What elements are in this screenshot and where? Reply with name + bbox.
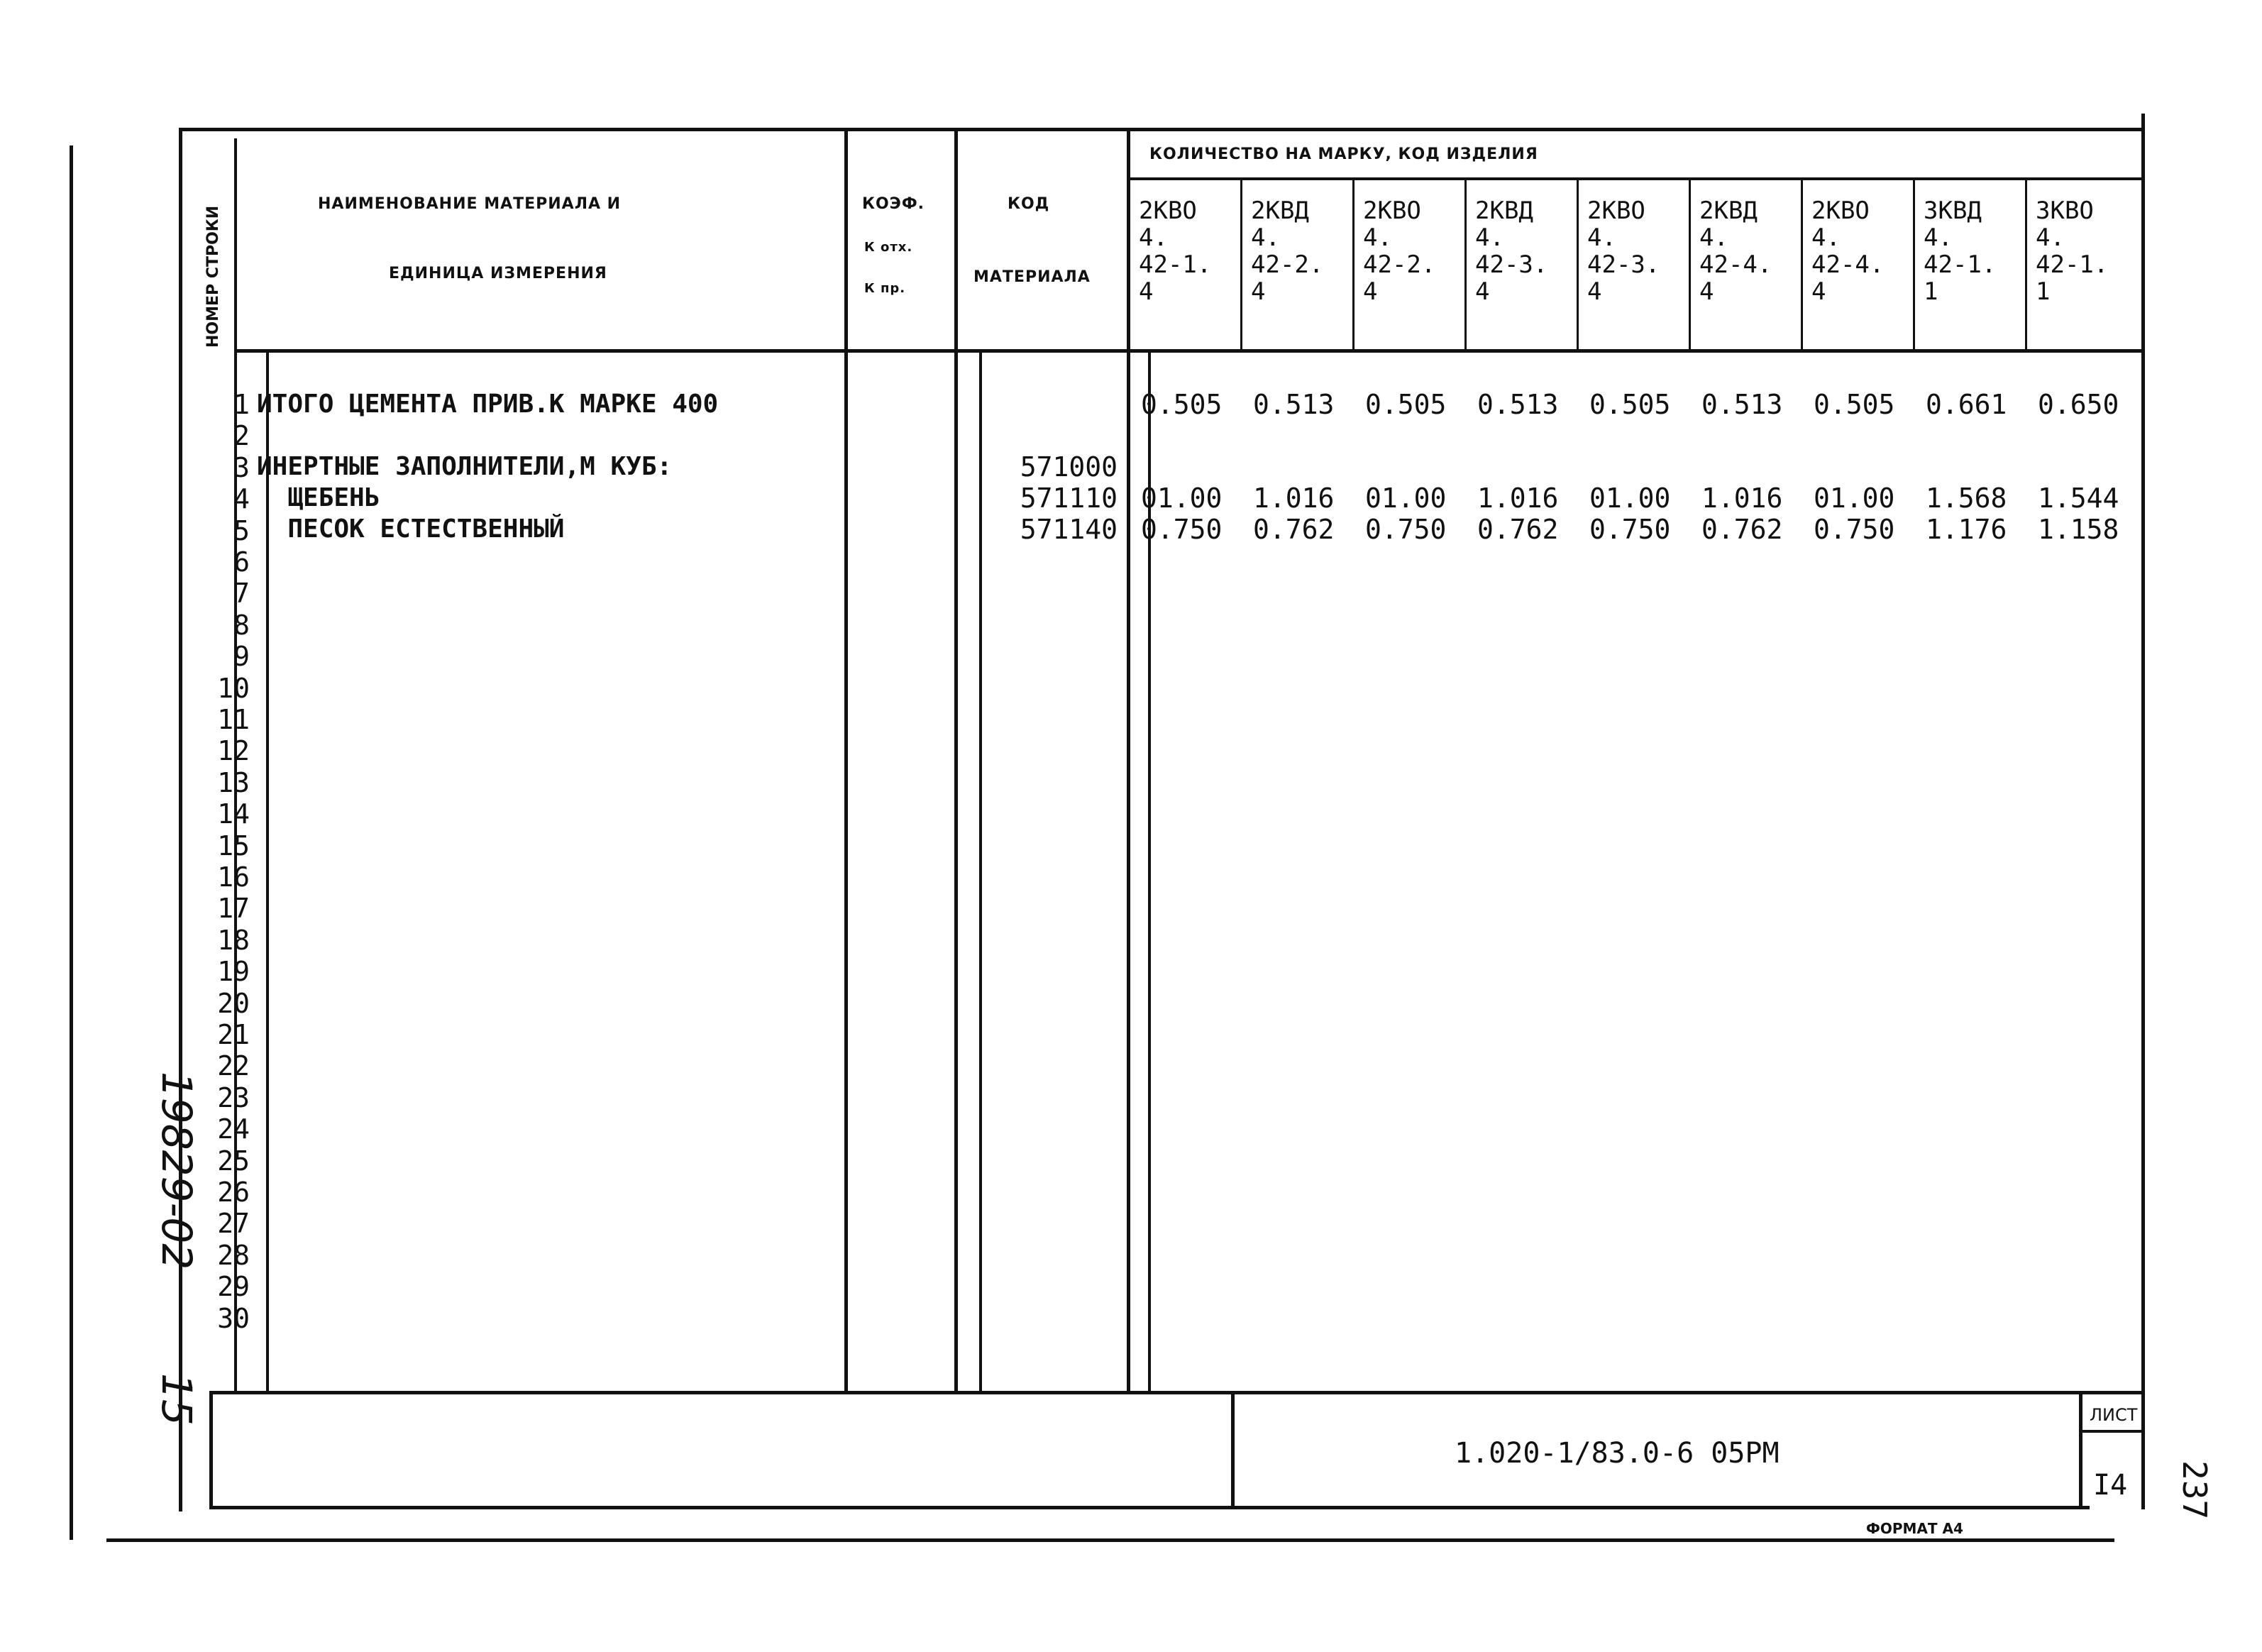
bottom-margin-line bbox=[106, 1538, 2114, 1542]
row-number: 7 bbox=[233, 578, 250, 610]
footer-top-line bbox=[209, 1391, 2143, 1394]
quantity-value: 0.661 bbox=[1926, 389, 2007, 420]
col-sep-name bbox=[844, 131, 848, 1391]
margin-note: 19829-02 bbox=[153, 1072, 201, 1270]
quantity-value: 0.505 bbox=[1365, 389, 1447, 420]
material-name: ЩЕБЕНЬ bbox=[257, 483, 380, 512]
row-number-header: НОМЕР СТРОКИ bbox=[204, 205, 222, 348]
material-code: 571110 bbox=[1020, 483, 1118, 514]
sheet-number: I4 bbox=[2093, 1469, 2128, 1502]
row-number: 4 bbox=[233, 483, 250, 515]
row-number: 13 bbox=[217, 766, 250, 798]
quantity-value: 0.505 bbox=[1141, 389, 1223, 420]
header-line-quantity bbox=[1128, 177, 2143, 180]
code-header-1: КОД bbox=[1008, 195, 1050, 213]
row-number: 17 bbox=[217, 893, 250, 925]
col-sep-code-a bbox=[979, 351, 982, 1391]
name-header-2: ЕДИНИЦА ИЗМЕРЕНИЯ bbox=[389, 265, 607, 282]
quantity-value: 0.750 bbox=[1814, 514, 1895, 545]
quantity-value: 01.00 bbox=[1141, 483, 1223, 514]
product-code: 3КВО 4. 42-1. 1 bbox=[2036, 197, 2109, 306]
row-number: 9 bbox=[233, 641, 250, 673]
row-number: 12 bbox=[217, 735, 250, 767]
row-number: 16 bbox=[217, 861, 250, 893]
quantity-value: 0.505 bbox=[1814, 389, 1895, 420]
quantity-value: 0.513 bbox=[1253, 389, 1335, 420]
page-stamp: 237 bbox=[2175, 1460, 2214, 1520]
row-number: 8 bbox=[233, 609, 250, 641]
row-number: 19 bbox=[217, 956, 250, 988]
row-number: 30 bbox=[217, 1302, 250, 1334]
table-bottom-border bbox=[209, 1506, 2090, 1509]
prod-sep-1 bbox=[1240, 179, 1242, 351]
row-number: 2 bbox=[233, 420, 250, 452]
product-code: 2КВО 4. 42-3. 4 bbox=[1587, 197, 1660, 306]
row-number: 21 bbox=[217, 1019, 250, 1050]
footer-sheet-mid bbox=[2080, 1430, 2144, 1433]
quantity-value: 0.762 bbox=[1477, 514, 1559, 545]
coef-header-3: К пр. bbox=[864, 281, 906, 296]
col-sep-coef bbox=[954, 131, 958, 1391]
row-number: 11 bbox=[217, 704, 250, 735]
product-code: 3КВД 4. 42-1. 1 bbox=[1924, 197, 1997, 306]
sheet-label: ЛИСТ bbox=[2090, 1405, 2138, 1425]
prod-sep-8 bbox=[2025, 179, 2027, 351]
margin-note-2: 15 bbox=[153, 1373, 201, 1426]
quantity-value: 0.762 bbox=[1253, 514, 1335, 545]
row-number: 1 bbox=[233, 389, 250, 420]
col-sep-code bbox=[1127, 131, 1130, 1391]
row-number: 10 bbox=[217, 672, 250, 704]
material-name: ИНЕРТНЫЕ ЗАПОЛНИТЕЛИ,М КУБ: bbox=[257, 452, 673, 481]
product-code: 2КВО 4. 42-4. 4 bbox=[1811, 197, 1885, 306]
table-top-border bbox=[179, 128, 2144, 131]
header-bottom-line bbox=[234, 349, 2143, 353]
quantity-header: КОЛИЧЕСТВО НА МАРКУ, КОД ИЗДЕЛИЯ bbox=[1149, 145, 1538, 163]
quantity-value: 1.158 bbox=[2038, 514, 2119, 545]
material-name: ПЕСОК ЕСТЕСТВЕННЫЙ bbox=[257, 514, 565, 544]
table-left-border bbox=[179, 128, 182, 1511]
prod-sep-7 bbox=[1913, 179, 1915, 351]
document-code: 1.020-1/83.0-6 05РМ bbox=[1455, 1437, 1780, 1470]
quantity-value: 0.505 bbox=[1589, 389, 1671, 420]
row-number: 28 bbox=[217, 1239, 250, 1271]
quantity-value: 1.568 bbox=[1926, 483, 2007, 514]
quantity-value: 01.00 bbox=[1365, 483, 1447, 514]
prod-sep-2 bbox=[1352, 179, 1355, 351]
coef-header-1: КОЭФ. bbox=[862, 195, 925, 213]
row-number: 26 bbox=[217, 1177, 250, 1208]
footer-sheet-left bbox=[2079, 1392, 2082, 1509]
quantity-value: 1.544 bbox=[2038, 483, 2119, 514]
row-number: 22 bbox=[217, 1050, 250, 1082]
name-header-1: НАИМЕНОВАНИЕ МАТЕРИАЛА И bbox=[318, 195, 622, 213]
row-number: 20 bbox=[217, 987, 250, 1019]
quantity-value: 1.176 bbox=[1926, 514, 2007, 545]
row-number: 15 bbox=[217, 830, 250, 861]
row-number: 5 bbox=[233, 514, 250, 546]
material-code: 571140 bbox=[1020, 514, 1118, 545]
prod-sep-6 bbox=[1801, 179, 1803, 351]
row-number: 14 bbox=[217, 798, 250, 830]
row-number: 24 bbox=[217, 1113, 250, 1145]
quantity-value: 01.00 bbox=[1589, 483, 1671, 514]
row-number: 6 bbox=[233, 546, 250, 578]
prod-sep-5 bbox=[1689, 179, 1691, 351]
footer-right-line bbox=[2141, 1392, 2145, 1509]
quantity-value: 0.513 bbox=[1701, 389, 1783, 420]
code-header-2: МАТЕРИАЛА bbox=[973, 268, 1091, 286]
row-number: 18 bbox=[217, 924, 250, 956]
outer-left-margin-line bbox=[70, 145, 73, 1540]
quantity-value: 1.016 bbox=[1477, 483, 1559, 514]
footer-doc-left bbox=[1231, 1392, 1235, 1509]
table-right-border bbox=[2141, 114, 2145, 1405]
quantity-value: 0.513 bbox=[1477, 389, 1559, 420]
format-label: ФОРМАТ А4 bbox=[1866, 1520, 1963, 1537]
coef-header-2: К отх. bbox=[864, 240, 913, 255]
quantity-value: 01.00 bbox=[1814, 483, 1895, 514]
quantity-value: 1.016 bbox=[1253, 483, 1335, 514]
row-number: 25 bbox=[217, 1145, 250, 1177]
quantity-value: 1.016 bbox=[1701, 483, 1783, 514]
quantity-value: 0.750 bbox=[1141, 514, 1223, 545]
prod-sep-4 bbox=[1577, 179, 1579, 351]
product-code: 2КВО 4. 42-1. 4 bbox=[1139, 197, 1212, 306]
product-code: 2КВО 4. 42-2. 4 bbox=[1363, 197, 1436, 306]
row-number: 27 bbox=[217, 1208, 250, 1240]
quantity-value: 0.750 bbox=[1365, 514, 1447, 545]
footer-left-line bbox=[209, 1391, 213, 1509]
row-number: 23 bbox=[217, 1081, 250, 1113]
product-code: 2КВД 4. 42-2. 4 bbox=[1251, 197, 1324, 306]
product-code: 2КВД 4. 42-4. 4 bbox=[1699, 197, 1772, 306]
product-code: 2КВД 4. 42-3. 4 bbox=[1475, 197, 1548, 306]
row-number: 3 bbox=[233, 451, 250, 483]
quantity-value: 0.750 bbox=[1589, 514, 1671, 545]
quantity-value: 0.650 bbox=[2038, 389, 2119, 420]
material-code: 571000 bbox=[1020, 451, 1118, 483]
quantity-value: 0.762 bbox=[1701, 514, 1783, 545]
material-name: ИТОГО ЦЕМЕНТА ПРИВ.К МАРКЕ 400 bbox=[257, 390, 719, 419]
row-number: 29 bbox=[217, 1271, 250, 1303]
prod-sep-3 bbox=[1464, 179, 1467, 351]
